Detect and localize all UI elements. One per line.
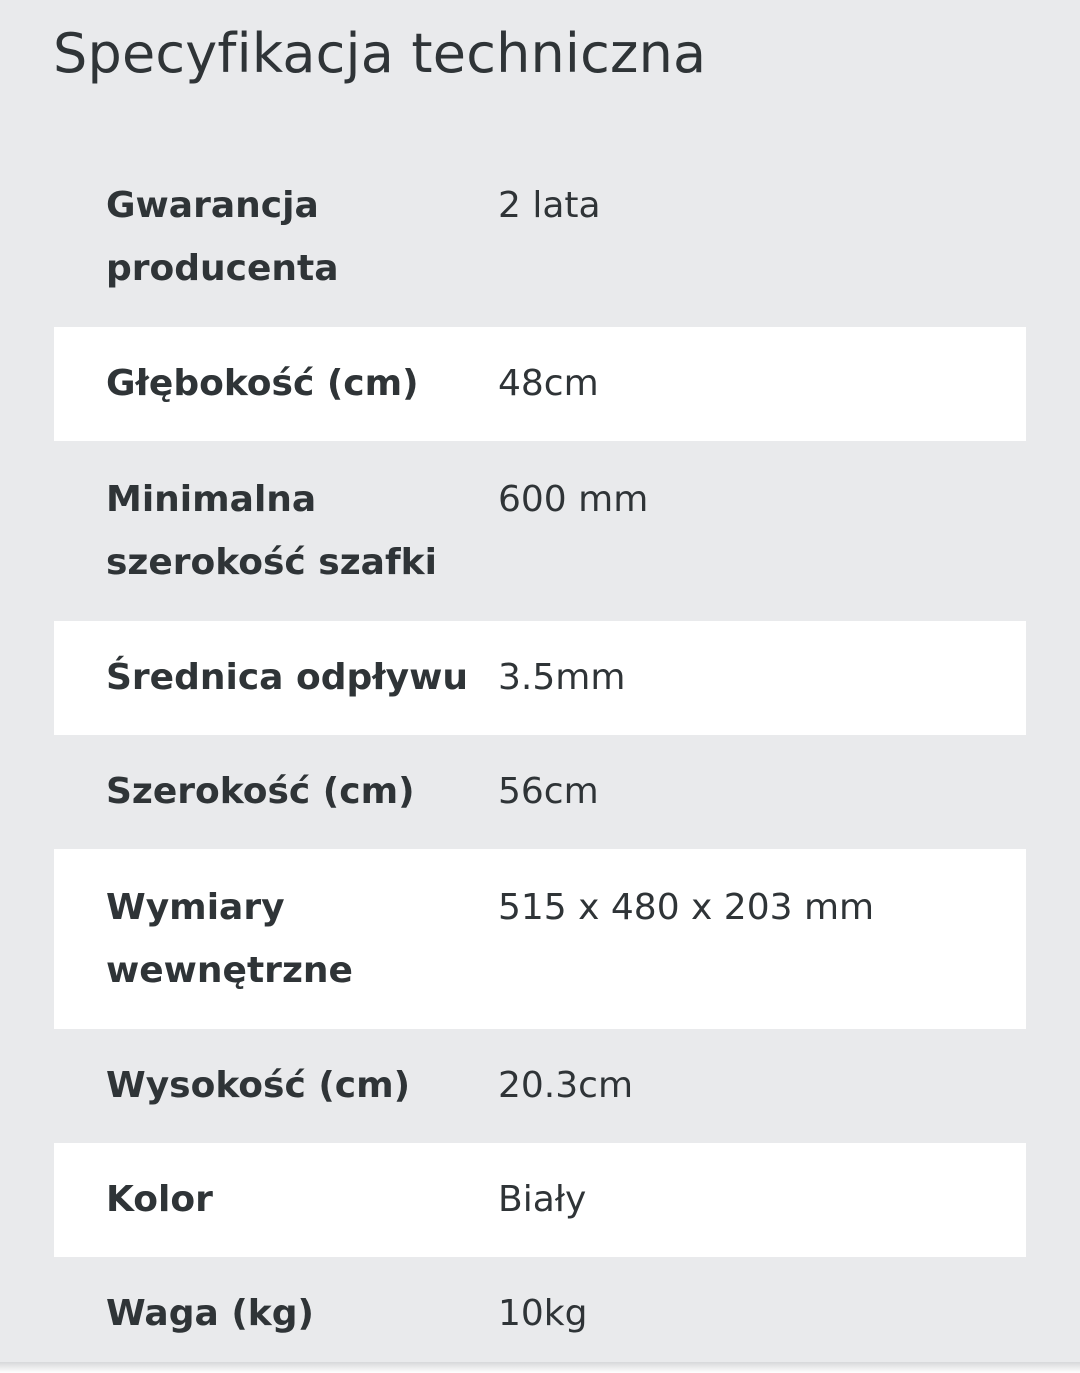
spec-row-height xyxy=(54,1029,1026,1143)
spec-label: Głębokość (cm) xyxy=(106,363,419,404)
bottom-bar-shadow xyxy=(0,1362,1080,1373)
spec-value: 10kg xyxy=(498,1293,588,1334)
spec-row-warranty xyxy=(54,147,1026,327)
spec-value: 20.3cm xyxy=(498,1065,634,1106)
spec-value: Biały xyxy=(498,1179,587,1220)
spec-value: 56cm xyxy=(498,771,599,812)
spec-value: 3.5mm xyxy=(498,657,626,698)
spec-row-depth xyxy=(54,327,1026,441)
spec-row-internal-dimensions xyxy=(54,849,1026,1029)
spec-label: Średnica odpływu xyxy=(106,657,468,698)
spec-row-color xyxy=(54,1143,1026,1257)
spec-value: 600 mm xyxy=(498,479,649,520)
spec-label: Gwarancja producenta xyxy=(106,185,339,289)
spec-label: Wymiary wewnętrzne xyxy=(106,887,353,991)
spec-value: 48cm xyxy=(498,363,599,404)
spec-table xyxy=(54,147,1026,1371)
spec-row-width xyxy=(54,735,1026,849)
spec-label: Szerokość (cm) xyxy=(106,771,415,812)
spec-row-drain-diameter xyxy=(54,621,1026,735)
spec-label: Wysokość (cm) xyxy=(106,1065,411,1106)
spec-row-min-cabinet-width xyxy=(54,441,1026,621)
spec-label: Waga (kg) xyxy=(106,1293,314,1334)
spec-value: 515 x 480 x 203 mm xyxy=(498,887,875,928)
spec-label: Minimalna szerokość szafki xyxy=(106,479,437,583)
spec-value: 2 lata xyxy=(498,185,601,226)
page-title: Specyfikacja techniczna xyxy=(53,22,707,85)
spec-row-weight xyxy=(54,1257,1026,1371)
spec-label: Kolor xyxy=(106,1179,213,1220)
